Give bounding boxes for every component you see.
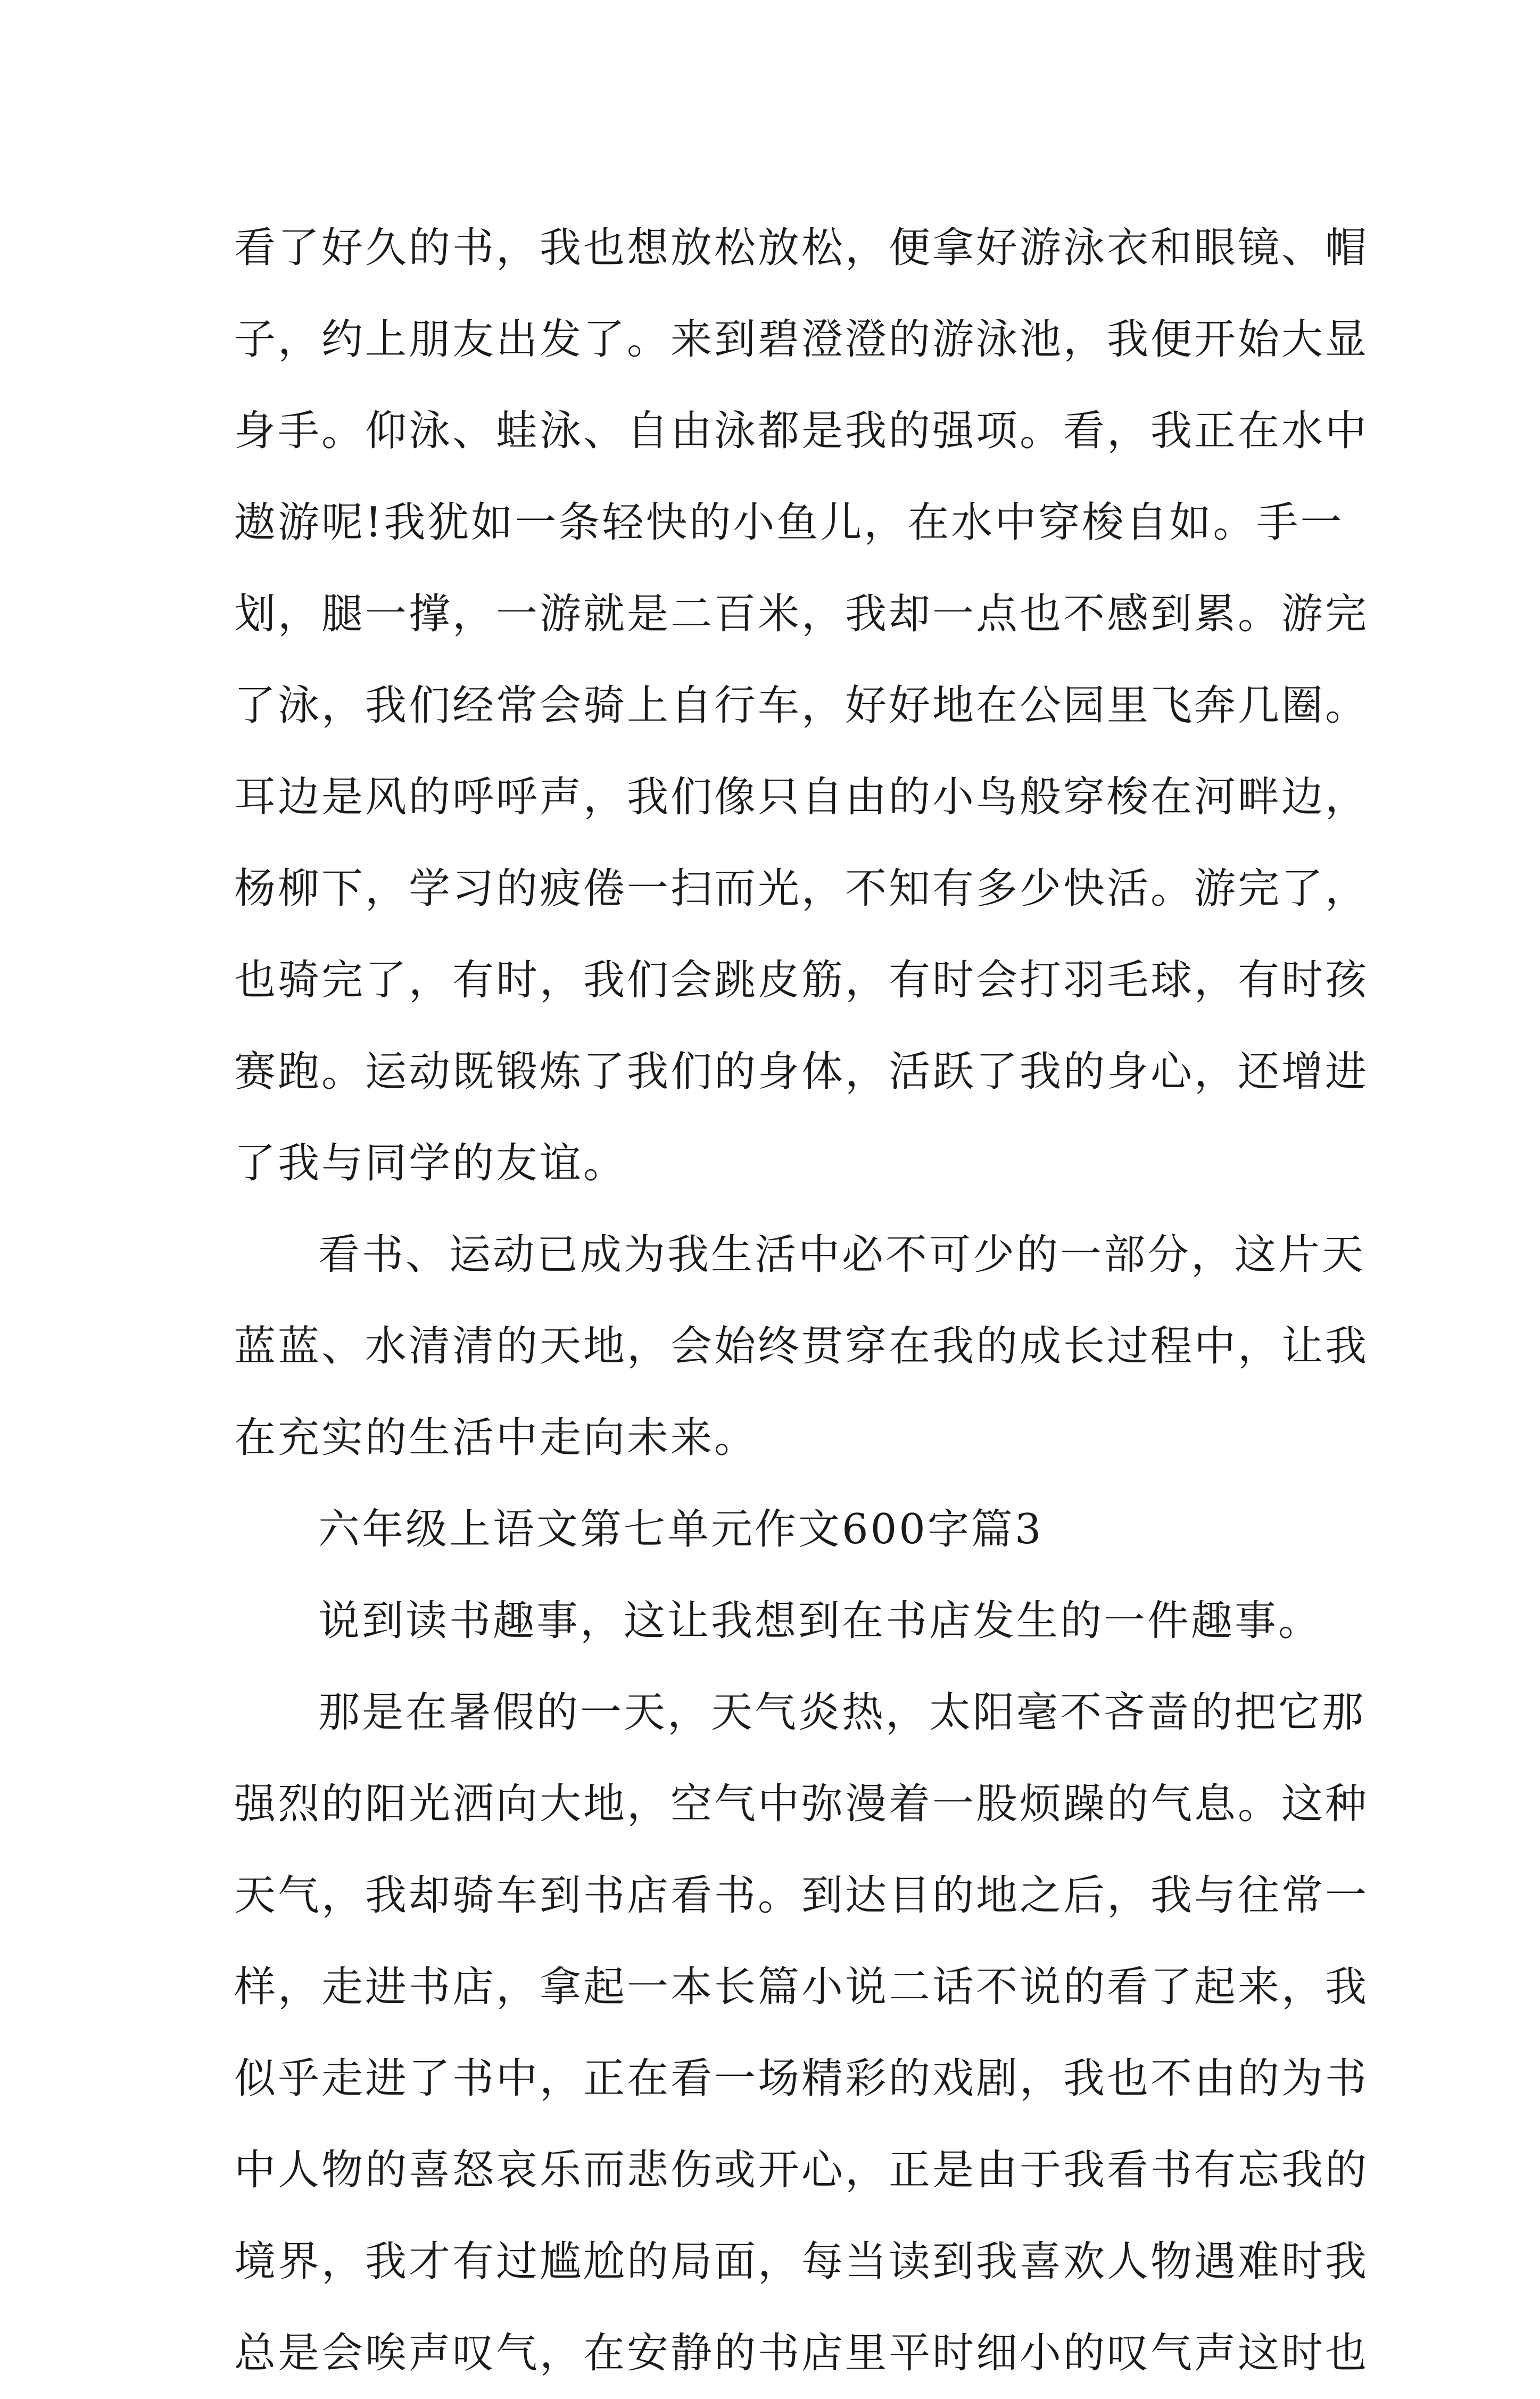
section-heading: 六年级上语文第七单元作文600字篇3: [318, 1505, 1044, 1553]
essay-line: 遨游呢!我犹如一条轻快的小鱼儿，在水中穿梭自如。手一: [234, 499, 1344, 547]
essay-line: 赛跑。运动既锻炼了我们的身体，活跃了我的身心，还增进: [234, 1048, 1369, 1096]
essay-line: 看了好久的书，我也想放松放松，便拿好游泳衣和眼镜、帽: [234, 224, 1369, 272]
essay-line: 中人物的喜怒哀乐而悲伤或开心，正是由于我看书有忘我的: [234, 2146, 1369, 2194]
paragraph-start-line: 说到读书趣事，这让我想到在书店发生的一件趣事。: [318, 1597, 1322, 1645]
essay-line: 子，约上朋友出发了。来到碧澄澄的游泳池，我便开始大显: [234, 316, 1369, 363]
essay-line: 总是会唉声叹气，在安静的书店里平时细小的叹气声这时也: [234, 2329, 1369, 2377]
essay-line: 了我与同学的友谊。: [234, 1139, 627, 1187]
essay-line: 耳边是风的呼呼声，我们像只自由的小鸟般穿梭在河畔边，: [234, 773, 1369, 821]
essay-line: 强烈的阳光洒向大地，空气中弥漫着一股烦躁的气息。这种: [234, 1780, 1369, 1828]
essay-line: 似乎走进了书中，正在看一场精彩的戏剧，我也不由的为书: [234, 2055, 1369, 2103]
essay-line: 境界，我才有过尴尬的局面，每当读到我喜欢人物遇难时我: [234, 2238, 1369, 2286]
essay-line: 了泳，我们经常会骑上自行车，好好地在公园里飞奔几圈。: [234, 682, 1369, 730]
essay-line: 划，腿一撑，一游就是二百米，我却一点也不感到累。游完: [234, 590, 1369, 638]
essay-line: 也骑完了，有时，我们会跳皮筋，有时会打羽毛球，有时孩: [234, 956, 1369, 1004]
essay-line: 天气，我却骑车到书店看书。到达目的地之后，我与往常一: [234, 1872, 1369, 1920]
essay-line: 杨柳下，学习的疲倦一扫而光，不知有多少快活。游完了，: [234, 865, 1369, 913]
essay-body: [234, 202, 1369, 2399]
essay-line: 在充实的生活中走向未来。: [234, 1414, 758, 1462]
paragraph-start-line: 那是在暑假的一天，天气炎热，太阳毫不吝啬的把它那: [318, 1689, 1366, 1736]
essay-line: 蓝蓝、水清清的天地，会始终贯穿在我的成长过程中，让我: [234, 1322, 1369, 1370]
paragraph-start-line: 看书、运动已成为我生活中必不可少的一部分，这片天: [318, 1231, 1366, 1279]
essay-line: 身手。仰泳、蛙泳、自由泳都是我的强项。看，我正在水中: [234, 407, 1369, 455]
essay-line: 样，走进书店，拿起一本长篇小说二话不说的看了起来，我: [234, 1963, 1369, 2011]
